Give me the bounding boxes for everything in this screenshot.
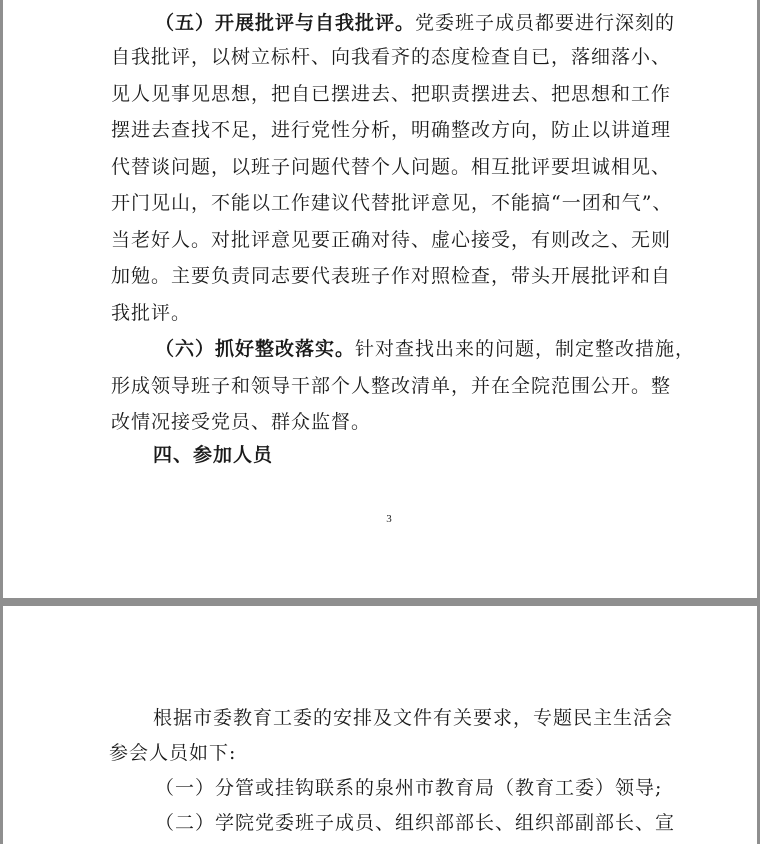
section-6-first-line [155,334,695,364]
section-5-first-line-text: 党委班子成员都要进行深刻的 [415,12,676,34]
paragraph-line: 加勉。主要负责同志要代表班子作对照检查，带头开展批评和自 [111,265,672,287]
section-5-heading: （五）开展批评与自我批评。 [155,12,416,34]
paragraph-line: 摆进去查找不足，进行党性分析，明确整改方向，防止以讲道理 [111,119,672,141]
paragraph-line: 改情况接受党员、群众监督。 [111,411,372,433]
paragraph-line: 我批评。 [111,302,192,324]
page-number: 3 [386,513,392,525]
paragraph-line: 代替谈问题，以班子问题代替个人问题。相互批评要坦诚相见、 [111,156,672,178]
document-page-3 [3,0,757,598]
paragraph-line: 开门见山，不能以工作建议代替批评意见，不能搞“一团和气”、 [111,192,673,214]
list-item-2: （二）学院党委班子成员、组织部部长、组织部副部长、宣 [155,812,676,834]
paragraph-line: 根据市委教育工委的安排及文件有关要求，专题民主生活会 [153,707,674,729]
section-5-first-line [155,8,675,38]
paragraph-line: 参会人员如下: [109,742,237,764]
section-6-first-line-text: 针对查找出来的问题，制定整改措施， [355,338,696,360]
paragraph-line: 自我批评，以树立标杆、向我看齐的态度检查自已，落细落小、 [111,46,672,68]
paragraph-line: 形成领导班子和领导干部个人整改清单，并在全院范围公开。整 [111,375,672,397]
paragraph-line: 当老好人。对批评意见要正确对待、虚心接受，有则改之、无则 [111,229,672,251]
section-6-heading: （六）抓好整改落实。 [155,338,356,360]
section-4-heading: 四、参加人员 [153,444,274,466]
paragraph-line: 见人见事见思想，把自已摆进去、把职责摆进去、把思想和工作 [111,83,672,105]
list-item-1: （一）分管或挂钩联系的泉州市教育局（教育工委）领导; [155,777,663,799]
document-page-4 [3,606,757,844]
